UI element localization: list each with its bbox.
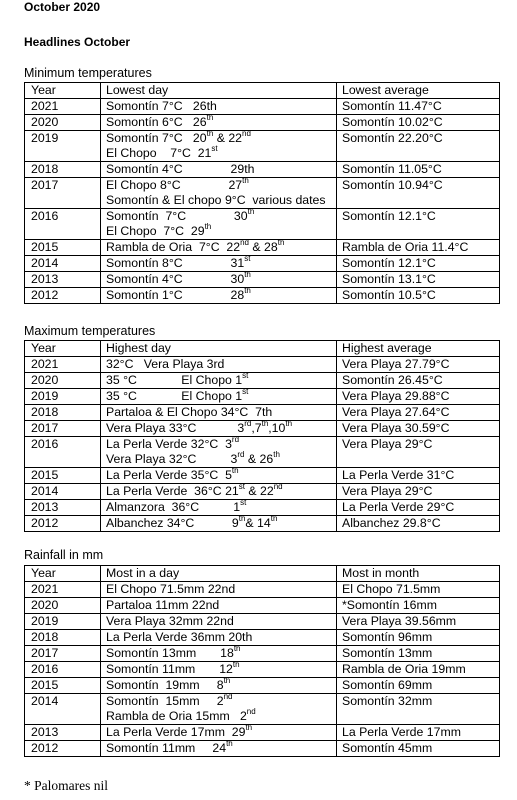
record-average-cell: Somontín 12.1°C: [337, 256, 500, 272]
year-cell: 2020: [25, 115, 101, 131]
record-line: Somontín 19mm 8th: [106, 677, 231, 692]
year-cell: 2019: [25, 131, 101, 162]
footnote: * Palomares nil: [24, 778, 108, 793]
record-day-cell: [101, 209, 337, 240]
record-average-cell: Somontín 10.02°C: [337, 115, 500, 131]
record-line: Somontín & El chopo 9°C various dates: [106, 193, 326, 207]
record-day-cell: [101, 582, 337, 598]
record-day-cell: [101, 405, 337, 421]
table-row: [25, 437, 500, 468]
table-row: [25, 405, 500, 421]
record-day-cell: [101, 162, 337, 178]
year-cell: 2021: [25, 582, 101, 598]
record-line: La Perla Verde 36mm 20th: [106, 630, 253, 644]
table-row: [25, 162, 500, 178]
record-line: Somontín 7°C 30th: [106, 208, 255, 223]
record-day-cell: [101, 646, 337, 662]
year-cell: 2017: [25, 646, 101, 662]
record-day-cell: [101, 614, 337, 630]
record-line: Vera Playa 33°C 3rd,7th,10th: [106, 420, 293, 435]
year-cell: 2018: [25, 630, 101, 646]
table-row: [25, 614, 500, 630]
table-row: [25, 131, 500, 162]
record-line: Somontín 7°C 20th & 22nd: [106, 130, 251, 145]
table-row: [25, 421, 500, 437]
record-day-cell: [101, 131, 337, 162]
year-cell: 2015: [25, 468, 101, 484]
table-row: [25, 516, 500, 532]
year-cell: 2012: [25, 516, 101, 532]
year-cell: 2020: [25, 373, 101, 389]
record-line: Rambla de Oria 15mm 2nd: [106, 707, 256, 723]
record-line: Somontín 8°C 31st: [106, 255, 251, 270]
record-line: Somontín 4°C 29th: [106, 162, 255, 176]
record-day-cell: [101, 99, 337, 115]
record-line: El Chopo 71.5mm 22nd: [106, 582, 236, 596]
record-line: Somontín 15mm 2nd: [106, 693, 233, 708]
year-cell: 2012: [25, 741, 101, 757]
record-day-cell: [101, 357, 337, 373]
column-header: Highest average: [337, 341, 500, 357]
record-average-cell: Somontín 12.1°C: [337, 209, 500, 240]
record-line: El Chopo 8°C 27th: [106, 177, 249, 192]
table-row: [25, 468, 500, 484]
table-row: [25, 582, 500, 598]
column-header: Year: [25, 566, 101, 582]
year-cell: 2019: [25, 614, 101, 630]
record-average-cell: Somontín 96mm: [337, 630, 500, 646]
record-average-cell: Somontín 11.47°C: [337, 99, 500, 115]
table-row: [25, 662, 500, 678]
year-cell: 2021: [25, 99, 101, 115]
headline-heading: Headlines October: [24, 35, 131, 49]
year-cell: 2020: [25, 598, 101, 614]
record-day-cell: [101, 115, 337, 131]
year-cell: 2015: [25, 678, 101, 694]
record-day-cell: [101, 484, 337, 500]
table-row: [25, 646, 500, 662]
table-row: [25, 678, 500, 694]
record-line: Somontín 1°C 28th: [106, 287, 251, 302]
table-row: [25, 240, 500, 256]
record-line: El Chopo 7°C 21st: [106, 144, 218, 160]
record-line: 32°C Vera Playa 3rd: [106, 357, 225, 371]
record-line: La Perla Verde 17mm 29th: [106, 724, 253, 739]
record-day-cell: [101, 725, 337, 741]
record-day-cell: [101, 678, 337, 694]
table-row: [25, 389, 500, 405]
year-cell: 2014: [25, 256, 101, 272]
table-row: [25, 99, 500, 115]
year-cell: 2017: [25, 421, 101, 437]
record-line: Albanchez 34°C 9th& 14th: [106, 515, 278, 530]
record-average-cell: Rambla de Oria 19mm: [337, 662, 500, 678]
year-cell: 2016: [25, 209, 101, 240]
record-day-cell: [101, 240, 337, 256]
year-cell: 2016: [25, 662, 101, 678]
record-line: Somontín 13mm 18th: [106, 645, 241, 660]
record-day-cell: [101, 694, 337, 725]
column-header: Year: [25, 341, 101, 357]
record-line: Rambla de Oria 7°C 22nd & 28th: [106, 239, 285, 254]
record-average-cell: Somontín 32mm: [337, 694, 500, 725]
year-cell: 2021: [25, 357, 101, 373]
year-cell: 2014: [25, 484, 101, 500]
year-cell: 2019: [25, 389, 101, 405]
record-day-cell: [101, 437, 337, 468]
record-day-cell: [101, 389, 337, 405]
rainfall-table: [24, 565, 500, 757]
record-average-cell: La Perla Verde 31°C: [337, 468, 500, 484]
record-line: El Chopo 7°C 29th: [106, 222, 212, 238]
table-row: [25, 694, 500, 725]
record-line: Partaloa & El Chopo 34°C 7th: [106, 405, 273, 419]
record-day-cell: [101, 468, 337, 484]
year-cell: 2015: [25, 240, 101, 256]
record-average-cell: Albanchez 29.8°C: [337, 516, 500, 532]
record-line: 35 °C El Chopo 1st: [106, 388, 249, 403]
record-line: Somontín 7°C 26th: [106, 99, 217, 113]
record-day-cell: [101, 741, 337, 757]
record-average-cell: *Somontín 16mm: [337, 598, 500, 614]
record-day-cell: [101, 178, 337, 209]
table-row: [25, 115, 500, 131]
record-line: Almanzora 36°C 1st: [106, 499, 247, 514]
record-average-cell: Somontín 69mm: [337, 678, 500, 694]
record-average-cell: Somontín 45mm: [337, 741, 500, 757]
record-line: Somontín 11mm 24th: [106, 740, 233, 755]
record-line: La Perla Verde 32°C 3rd: [106, 436, 240, 451]
table-header-row: [25, 83, 500, 99]
record-line: La Perla Verde 36°C 21st & 22nd: [106, 483, 283, 498]
record-average-cell: Vera Playa 29°C: [337, 437, 500, 468]
max-section-label: Maximum temperatures: [24, 324, 156, 338]
record-line: Vera Playa 32°C 3rd & 26th: [106, 450, 280, 466]
record-day-cell: [101, 662, 337, 678]
min-temperatures-table: [24, 82, 500, 304]
page-title: October 2020: [24, 0, 101, 14]
table-header-row: [25, 341, 500, 357]
record-line: Vera Playa 32mm 22nd: [106, 614, 234, 628]
record-average-cell: Vera Playa 30.59°C: [337, 421, 500, 437]
record-average-cell: Somontín 13.1°C: [337, 272, 500, 288]
record-average-cell: Vera Playa 29.88°C: [337, 389, 500, 405]
year-cell: 2014: [25, 694, 101, 725]
column-header: Highest day: [101, 341, 337, 357]
record-day-cell: [101, 272, 337, 288]
column-header: Lowest day: [101, 83, 337, 99]
column-header: Most in a day: [101, 566, 337, 582]
record-average-cell: Rambla de Oria 11.4°C: [337, 240, 500, 256]
record-average-cell: Somontín 10.94°C: [337, 178, 500, 209]
record-day-cell: [101, 630, 337, 646]
year-cell: 2017: [25, 178, 101, 209]
column-header: Most in month: [337, 566, 500, 582]
table-row: [25, 178, 500, 209]
year-cell: 2018: [25, 405, 101, 421]
record-average-cell: Somontín 11.05°C: [337, 162, 500, 178]
table-row: [25, 209, 500, 240]
record-day-cell: [101, 421, 337, 437]
table-row: [25, 484, 500, 500]
record-day-cell: [101, 598, 337, 614]
max-temperatures-table: [24, 340, 500, 532]
column-header: Lowest average: [337, 83, 500, 99]
record-average-cell: La Perla Verde 29°C: [337, 500, 500, 516]
record-day-cell: [101, 516, 337, 532]
record-average-cell: Vera Playa 29°C: [337, 484, 500, 500]
table-row: [25, 272, 500, 288]
record-line: La Perla Verde 35°C 5th: [106, 467, 239, 482]
record-average-cell: Vera Playa 27.64°C: [337, 405, 500, 421]
year-cell: 2016: [25, 437, 101, 468]
record-line: Somontín 6°C 26th: [106, 114, 214, 129]
record-average-cell: Somontín 22.20°C: [337, 131, 500, 162]
year-cell: 2013: [25, 725, 101, 741]
record-average-cell: La Perla Verde 17mm: [337, 725, 500, 741]
record-average-cell: Somontín 10.5°C: [337, 288, 500, 304]
table-row: [25, 741, 500, 757]
year-cell: 2013: [25, 272, 101, 288]
table-row: [25, 500, 500, 516]
table-row: [25, 630, 500, 646]
record-average-cell: Vera Playa 39.56mm: [337, 614, 500, 630]
min-section-label: Minimum temperatures: [24, 66, 152, 80]
year-cell: 2013: [25, 500, 101, 516]
table-row: [25, 598, 500, 614]
table-header-row: [25, 566, 500, 582]
year-cell: 2018: [25, 162, 101, 178]
record-line: Partaloa 11mm 22nd: [106, 598, 220, 612]
record-day-cell: [101, 288, 337, 304]
record-average-cell: El Chopo 71.5mm: [337, 582, 500, 598]
column-header: Year: [25, 83, 101, 99]
table-row: [25, 725, 500, 741]
table-row: [25, 288, 500, 304]
record-average-cell: Vera Playa 27.79°C: [337, 357, 500, 373]
record-day-cell: [101, 256, 337, 272]
year-cell: 2012: [25, 288, 101, 304]
table-row: [25, 256, 500, 272]
record-line: 35 °C El Chopo 1st: [106, 372, 249, 387]
record-line: Somontín 11mm 12th: [106, 661, 240, 676]
rain-section-label: Rainfall in mm: [24, 548, 104, 562]
record-line: Somontín 4°C 30th: [106, 271, 251, 286]
record-day-cell: [101, 500, 337, 516]
record-day-cell: [101, 373, 337, 389]
record-average-cell: Somontín 26.45°C: [337, 373, 500, 389]
table-row: [25, 373, 500, 389]
record-average-cell: Somontín 13mm: [337, 646, 500, 662]
table-row: [25, 357, 500, 373]
